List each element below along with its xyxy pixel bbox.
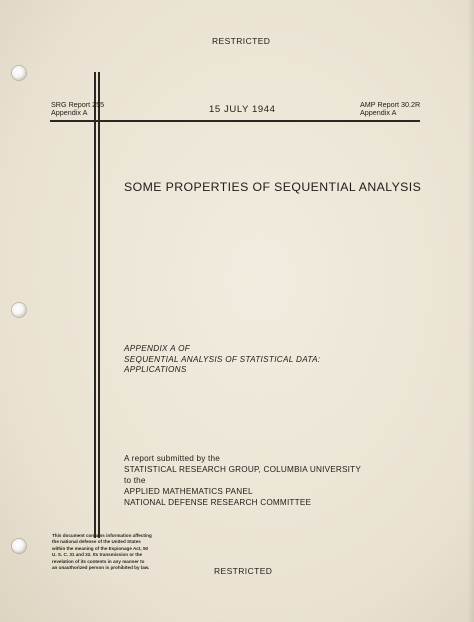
appendix-block bbox=[124, 344, 320, 376]
notice-line-2: the national defense of the United States bbox=[52, 539, 141, 545]
notice-line-6: an unauthorized person is prohibited by law. bbox=[52, 565, 150, 571]
submission-line-2: STATISTICAL RESEARCH GROUP, COLUMBIA UNIVERSITY bbox=[124, 465, 362, 474]
notice-line-3: within the meaning of the Espionage Act, 50 bbox=[52, 545, 149, 551]
submission-line-5: NATIONAL DEFENSE RESEARCH COMMITTEE bbox=[124, 498, 312, 507]
document-title: SOME PROPERTIES OF SEQUENTIAL ANALYSIS bbox=[124, 180, 422, 194]
vertical-rule-right bbox=[98, 72, 100, 538]
amp-report-number: AMP Report 30.2R bbox=[360, 100, 421, 109]
notice-line-5: revelation of its contents in any manner to bbox=[52, 558, 145, 564]
submission-line-1: A report submitted by the bbox=[124, 454, 221, 463]
vertical-rule-left bbox=[94, 72, 96, 538]
submission-line-3: to the bbox=[124, 476, 146, 485]
espionage-notice bbox=[52, 533, 152, 571]
restricted-top-label: RESTRICTED bbox=[212, 36, 271, 46]
page-edge-shadow bbox=[468, 0, 474, 622]
amp-appendix-label: Appendix A bbox=[360, 108, 397, 117]
punch-hole-middle bbox=[12, 303, 26, 317]
appendix-line-3: APPLICATIONS bbox=[124, 365, 187, 374]
srg-appendix-label: Appendix A bbox=[51, 108, 88, 117]
punch-hole-top bbox=[12, 66, 26, 80]
notice-line-1: This document contains information affecting bbox=[52, 533, 152, 538]
notice-line-4: U. S. C. 31 and 32. Its transmission or the bbox=[52, 552, 143, 558]
header-rule bbox=[50, 120, 420, 122]
punch-hole-bottom bbox=[12, 539, 26, 553]
submission-line-4: APPLIED MATHEMATICS PANEL bbox=[124, 487, 253, 496]
srg-report-number: SRG Report 255 bbox=[51, 100, 105, 109]
appendix-line-2: SEQUENTIAL ANALYSIS OF STATISTICAL DATA: bbox=[124, 354, 321, 364]
report-date: 15 JULY 1944 bbox=[209, 104, 276, 115]
appendix-line-1: APPENDIX A OF bbox=[124, 344, 191, 353]
submission-block bbox=[124, 453, 361, 508]
restricted-bottom-label: RESTRICTED bbox=[214, 566, 273, 576]
